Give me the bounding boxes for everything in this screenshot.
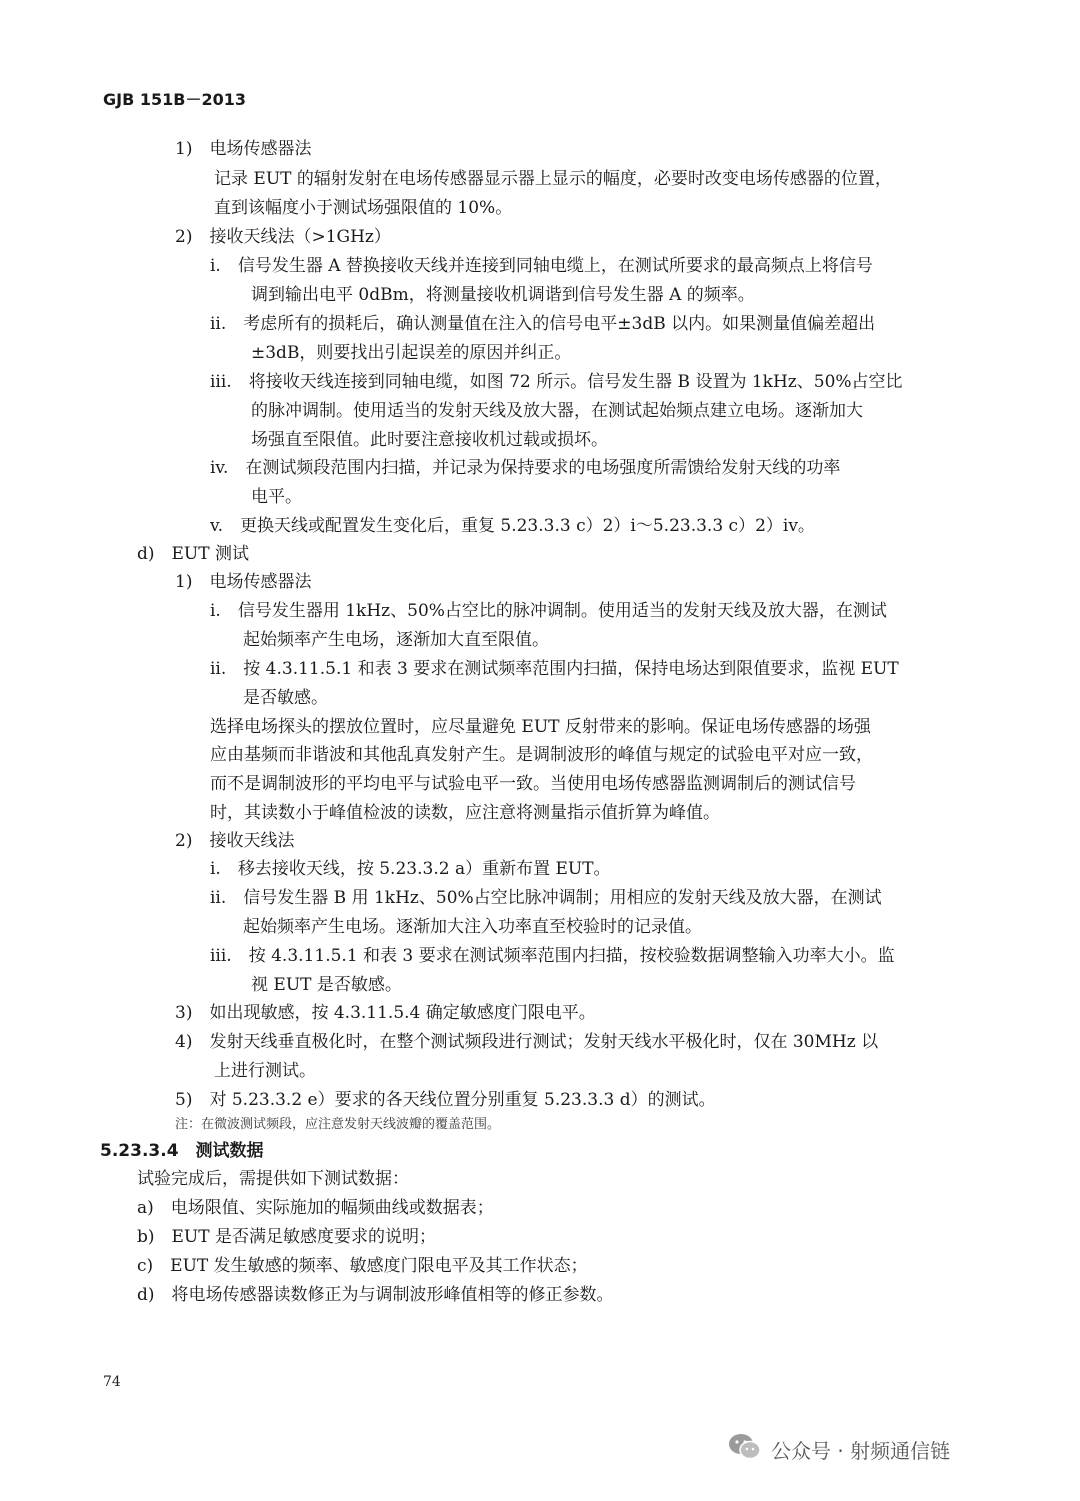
text-line: c) EUT 发生敏感的频率、敏感度门限电平及其工作状态； — [137, 1256, 588, 1276]
text-line: i. 移去接收天线，按 5.23.3.2 a）重新布置 EUT。 — [210, 859, 611, 879]
text-line: 电平。 — [251, 487, 302, 507]
text-line: 2) 接收天线法（>1GHz） — [175, 227, 391, 247]
wechat-icon — [727, 1432, 763, 1467]
text-line: v. 更换天线或配置发生变化后，重复 5.23.3.3 c）2）i～5.23.3.3 c）2）iv。 — [210, 516, 815, 536]
text-line: 调到输出电平 0dBm，将测量接收机调谐到信号发生器 A 的频率。 — [251, 285, 755, 305]
text-line: 是否敏感。 — [243, 688, 328, 708]
text-line: 选择电场探头的摆放位置时，应尽量避免 EUT 反射带来的影响。保证电场传感器的场强 — [210, 717, 871, 737]
text-line: 5) 对 5.23.3.2 e）要求的各天线位置分别重复 5.23.3.3 d）的测试。 — [175, 1090, 716, 1110]
text-line: ii. 按 4.3.11.5.1 和表 3 要求在测试频率范围内扫描，保持电场达到限值要求，监视 EUT — [210, 659, 899, 679]
text-line: ±3dB，则要找出引起误差的原因并纠正。 — [251, 343, 572, 363]
text-line: 直到该幅度小于测试场强限值的 10%。 — [214, 198, 513, 218]
text-line: 试验完成后，需提供如下测试数据： — [137, 1169, 409, 1189]
text-line: 1) 电场传感器法 — [175, 139, 312, 159]
text-line: 1) 电场传感器法 — [175, 572, 312, 592]
text-line: a) 电场限值、实际施加的幅频曲线或数据表； — [137, 1198, 494, 1218]
text-line: 起始频率产生电场。逐渐加大注入功率直至校验时的记录值。 — [243, 917, 702, 937]
text-line: i. 信号发生器 A 替换接收天线并连接到同轴电缆上，在测试所要求的最高频点上将信号 — [210, 256, 873, 276]
text-line: 视 EUT 是否敏感。 — [251, 975, 402, 995]
text-line: 场强直至限值。此时要注意接收机过载或损坏。 — [251, 430, 608, 450]
text-line: iii. 按 4.3.11.5.1 和表 3 要求在测试频率范围内扫描，按校验数据调整输入功率大小。监 — [210, 946, 895, 966]
text-line: iv. 在测试频段范围内扫描，并记录为保持要求的电场强度所需馈给发射天线的功率 — [210, 458, 841, 478]
text-line: 的脉冲调制。使用适当的发射天线及放大器，在测试起始频点建立电场。逐渐加大 — [251, 401, 863, 421]
text-line: ii. 信号发生器 B 用 1kHz、50%占空比脉冲调制；用相应的发射天线及放大器，在测试 — [210, 888, 882, 908]
text-line: 4) 发射天线垂直极化时，在整个测试频段进行测试；发射天线水平极化时，仅在 30MHz 以 — [175, 1032, 879, 1052]
document-header: GJB 151B－2013 — [103, 90, 246, 109]
section-heading: 5.23.3.4 测试数据 — [100, 1141, 264, 1161]
text-line: d) 将电场传感器读数修正为与调制波形峰值相等的修正参数。 — [137, 1285, 614, 1305]
text-line: 起始频率产生电场，逐渐加大直至限值。 — [243, 630, 549, 650]
text-line: 上进行测试。 — [214, 1061, 316, 1081]
text-line: ii. 考虑所有的损耗后，确认测量值在注入的信号电平±3dB 以内。如果测量值偏差超出 — [210, 314, 876, 334]
text-line: 应由基频而非谐波和其他乱真发射产生。是调制波形的峰值与规定的试验电平对应一致， — [210, 745, 873, 765]
watermark — [727, 1432, 950, 1467]
text-line: iii. 将接收天线连接到同轴电缆，如图 72 所示。信号发生器 B 设置为 1kHz、50%占空比 — [210, 372, 903, 392]
page-number: 74 — [103, 1374, 121, 1390]
text-line: 而不是调制波形的平均电平与试验电平一致。当使用电场传感器监测调制后的测试信号 — [210, 774, 856, 794]
text-line: 时，其读数小于峰值检波的读数，应注意将测量指示值折算为峰值。 — [210, 803, 720, 823]
text-line: i. 信号发生器用 1kHz、50%占空比的脉冲调制。使用适当的发射天线及放大器，在测试 — [210, 601, 887, 621]
text-line: 记录 EUT 的辐射发射在电场传感器显示器上显示的幅度，必要时改变电场传感器的位置， — [214, 169, 892, 189]
note-line: 注：在微波测试频段，应注意发射天线波瓣的覆盖范围。 — [175, 1117, 501, 1132]
text-line: 3) 如出现敏感，按 4.3.11.5.4 确定敏感度门限电平。 — [175, 1003, 596, 1023]
text-line: 2) 接收天线法 — [175, 831, 295, 851]
text-line: d) EUT 测试 — [137, 544, 249, 564]
text-line: b) EUT 是否满足敏感度要求的说明； — [137, 1227, 436, 1247]
watermark-text: 公众号 · 射频通信链 — [771, 1439, 951, 1463]
